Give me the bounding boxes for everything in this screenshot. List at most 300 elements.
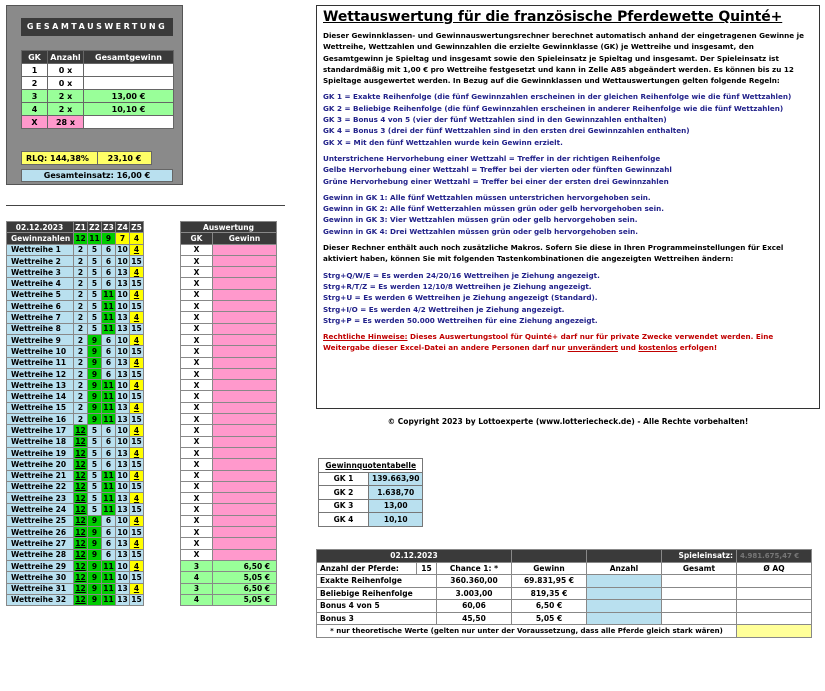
wettzahl[interactable]: 6: [102, 346, 116, 357]
gk-cell: 3: [181, 560, 213, 571]
wettzahl[interactable]: 12: [75, 505, 86, 515]
wettzahl[interactable]: 11: [103, 313, 114, 323]
win-rule: Gewinn in GK 1: Alle fünf Wettzahlen müssen unterstrichen hervorgehoben sein.: [323, 192, 651, 202]
win-rule: Gewinn in GK 3: Vier Wettzahlen müssen grün oder gelb hervorgehoben sein.: [323, 215, 638, 225]
gk-cell: X: [181, 334, 213, 345]
gewinn-cell: [213, 470, 277, 481]
wettzahl[interactable]: 4: [130, 267, 144, 278]
quote-value[interactable]: 1.638,70: [369, 486, 423, 500]
wettzahl[interactable]: 2: [74, 334, 88, 345]
summary-header-gk: GK: [22, 51, 48, 64]
wettzahl[interactable]: 4: [130, 447, 144, 458]
gk-cell: 3: [181, 583, 213, 594]
wettzahl[interactable]: 15: [131, 256, 142, 266]
gewinn-cell: [213, 459, 277, 470]
wettzahl[interactable]: 2: [74, 255, 88, 266]
table-row: [7, 527, 277, 538]
wettzahl[interactable]: 5: [88, 447, 102, 458]
wettzahl[interactable]: 15: [131, 505, 142, 515]
wettzahl[interactable]: 2: [74, 346, 88, 357]
wettzahl[interactable]: 2: [74, 278, 88, 289]
table-row: [7, 504, 277, 515]
wettzahl[interactable]: 4: [130, 425, 144, 436]
wettzahl[interactable]: 2: [74, 380, 88, 391]
wettzahl[interactable]: 11: [103, 505, 114, 515]
wettzahl[interactable]: 10: [117, 527, 128, 537]
summary-title: GESAMTAUSWERTUNG: [21, 18, 173, 36]
wettzahl[interactable]: 2: [74, 402, 88, 413]
gewinn-cell: [213, 515, 277, 526]
gewinn-cell: [213, 278, 277, 289]
wettzahl[interactable]: 2: [74, 414, 88, 425]
wettzahl[interactable]: 13: [117, 414, 128, 424]
wettreihe-label: Wettreihe 32: [7, 594, 74, 605]
wettzahl[interactable]: 10: [117, 380, 128, 390]
wettzahl[interactable]: 13: [117, 459, 128, 469]
wettzahl[interactable]: 10: [117, 437, 128, 447]
gk-cell: X: [181, 346, 213, 357]
wettzahl[interactable]: 9: [88, 549, 102, 560]
table-row: [7, 481, 277, 492]
quote-value[interactable]: 139.663,90: [369, 472, 423, 486]
wettzahl[interactable]: 5: [88, 425, 102, 436]
chance-value: 60,06: [437, 600, 512, 613]
aq-header: Ø AQ: [737, 562, 812, 575]
gewinnzahl: 11: [89, 233, 100, 243]
wettreihe-label: Wettreihe 15: [7, 402, 74, 413]
wettreihe-label: Wettreihe 16: [7, 414, 74, 425]
wettreihe-label: Wettreihe 31: [7, 583, 74, 594]
wettreihe-label: Wettreihe 9: [7, 334, 74, 345]
wettzahl[interactable]: 11: [103, 403, 114, 413]
wettzahl[interactable]: 9: [88, 368, 102, 379]
quote-gk: GK 2: [319, 486, 369, 500]
wettzahl[interactable]: 2: [74, 357, 88, 368]
quote-gk: GK 1: [319, 472, 369, 486]
gk-rule: GK X = Mit den fünf Wettzahlen wurde kein Gewinn erzielt.: [323, 137, 563, 147]
wettzahl[interactable]: 9: [88, 402, 102, 413]
summary-gk: 4: [22, 103, 48, 116]
wettzahl[interactable]: 13: [117, 538, 128, 548]
wettzahl[interactable]: 2: [74, 301, 88, 312]
wettzahl[interactable]: 2: [74, 267, 88, 278]
wettzahl[interactable]: 5: [88, 493, 102, 504]
wettzahl[interactable]: 6: [102, 255, 116, 266]
wettreihe-label: Wettreihe 18: [7, 436, 74, 447]
wettreihe-label: Wettreihe 21: [7, 470, 74, 481]
wettzahl[interactable]: 15: [131, 482, 142, 492]
gk-cell: X: [181, 447, 213, 458]
wettzahl[interactable]: 10: [117, 482, 128, 492]
macro-line: Strg+I/O = Es werden 4/2 Wettreihen je Ziehung angezeigt.: [323, 304, 565, 314]
wettzahl[interactable]: 5: [88, 504, 102, 515]
summary-gewinn: [84, 116, 174, 129]
wettreihe-label: Wettreihe 29: [7, 560, 74, 571]
rlq-label: RLQ: 144,38%: [22, 152, 98, 165]
wettzahl[interactable]: 11: [103, 493, 114, 503]
chance-anzahl[interactable]: [587, 575, 662, 588]
quoten-title: Gewinnquotentabelle: [319, 459, 423, 473]
wettzahl[interactable]: 10: [117, 245, 128, 255]
gk-cell: X: [181, 470, 213, 481]
table-row: [7, 301, 277, 312]
gewinn-cell: [213, 538, 277, 549]
table-row: [7, 255, 277, 266]
copyright: © Copyright 2023 by Lottoexperte (www.lotteriecheck.de) - Alle Rechte vorbehalten!: [387, 417, 749, 426]
table-row: [7, 346, 277, 357]
chance-anzahl[interactable]: [587, 600, 662, 613]
wettreihe-label: Wettreihe 14: [7, 391, 74, 402]
wettzahl[interactable]: 13: [117, 267, 128, 277]
wettzahl[interactable]: 5: [88, 301, 102, 312]
gewinn-cell: [213, 244, 277, 255]
summary-panel: [6, 5, 183, 185]
gewinn-cell: [213, 380, 277, 391]
wettzahl[interactable]: 11: [103, 561, 114, 571]
gesamt-header: Gesamt: [662, 562, 737, 575]
wettzahl[interactable]: 5: [88, 312, 102, 323]
gesamteinsatz: Gesamteinsatz: 16,00 €: [21, 169, 173, 182]
wettzahl[interactable]: 4: [130, 493, 144, 504]
wettzahl[interactable]: 6: [102, 538, 116, 549]
auswertung-header: Auswertung: [181, 222, 277, 233]
wettzahl[interactable]: 12: [75, 572, 86, 582]
wettzahl[interactable]: 9: [88, 583, 102, 594]
wettzahl[interactable]: 9: [88, 346, 102, 357]
table-row: [7, 436, 277, 447]
wettzahl[interactable]: 15: [131, 459, 142, 469]
wettzahl[interactable]: 4: [130, 538, 144, 549]
gk-cell: X: [181, 538, 213, 549]
gewinn-cell: [213, 527, 277, 538]
wettzahl[interactable]: 15: [131, 301, 142, 311]
wettzahl[interactable]: 15: [131, 392, 142, 402]
gk-cell: X: [181, 289, 213, 300]
wettzahl[interactable]: 6: [102, 459, 116, 470]
wettzahl[interactable]: 12: [75, 584, 86, 594]
wettreihe-label: Wettreihe 27: [7, 538, 74, 549]
wettzahl[interactable]: 9: [88, 334, 102, 345]
wettzahl[interactable]: 13: [117, 324, 128, 334]
wettzahl[interactable]: 4: [130, 470, 144, 481]
wettzahl[interactable]: 6: [102, 447, 116, 458]
pferde-label: Anzahl der Pferde:: [317, 562, 417, 575]
wettzahl[interactable]: 15: [131, 414, 142, 424]
wettzahl[interactable]: 13: [117, 313, 128, 323]
chance-anzahl[interactable]: [587, 612, 662, 625]
wettzahl[interactable]: 11: [103, 414, 114, 424]
wettzahl[interactable]: 15: [131, 369, 142, 379]
chance-label: Bonus 4 von 5: [317, 600, 437, 613]
wettzahl[interactable]: 11: [103, 324, 114, 334]
wettzahl[interactable]: 5: [88, 267, 102, 278]
wettreihe-label: Wettreihe 28: [7, 549, 74, 560]
gk-cell: X: [181, 368, 213, 379]
gk-cell: X: [181, 504, 213, 515]
wettreihe-label: Wettreihe 13: [7, 380, 74, 391]
wettzahl[interactable]: 2: [74, 289, 88, 300]
summary-anzahl: 2 x: [48, 90, 84, 103]
wettzahl[interactable]: 9: [88, 538, 102, 549]
gewinn-cell: 6,50 €: [213, 560, 277, 571]
gk-cell: X: [181, 301, 213, 312]
table-row: [7, 414, 277, 425]
macro-line: Strg+R/T/Z = Es werden 12/10/8 Wettreihen je Ziehung angezeigt.: [323, 281, 592, 291]
gk-cell: X: [181, 515, 213, 526]
summary-gk: 3: [22, 90, 48, 103]
wettzahl[interactable]: 12: [75, 471, 86, 481]
wettzahl[interactable]: 11: [103, 301, 114, 311]
wettzahl[interactable]: 12: [75, 550, 86, 560]
wettzahl[interactable]: 11: [103, 290, 114, 300]
wettzahl[interactable]: 6: [102, 278, 116, 289]
wettzahl[interactable]: 5: [88, 323, 102, 334]
summary-gk: X: [22, 116, 48, 129]
table-row: [7, 357, 277, 368]
wettzahl[interactable]: 12: [75, 482, 86, 492]
wettzahl[interactable]: 15: [131, 279, 142, 289]
wettzahl[interactable]: 9: [88, 594, 102, 605]
wettzahl[interactable]: 13: [117, 584, 128, 594]
gk-cell: X: [181, 459, 213, 470]
wettzahl[interactable]: 10: [117, 516, 128, 526]
gewinn-cell: [213, 334, 277, 345]
table-row: [7, 312, 277, 323]
wettzahl[interactable]: 11: [103, 380, 114, 390]
gk-cell: X: [181, 436, 213, 447]
wettzahl[interactable]: 10: [117, 346, 128, 356]
wettzahl[interactable]: 9: [88, 515, 102, 526]
table-row: [7, 380, 277, 391]
wettzahl[interactable]: 9: [88, 560, 102, 571]
wettzahl[interactable]: 11: [103, 572, 114, 582]
gk-rule: GK 1 = Exakte Reihenfolge (die fünf Gewinnzahlen erscheinen in der gleichen Reihenfolge wie die fünf Wettzahlen): [323, 92, 792, 102]
wettzahl[interactable]: 6: [102, 527, 116, 538]
wettzahl[interactable]: 12: [75, 448, 86, 458]
wettzahl[interactable]: 15: [131, 324, 142, 334]
chance-anzahl[interactable]: [587, 587, 662, 600]
gk-cell: X: [181, 278, 213, 289]
info-intro: Dieser Gewinnklassen- und Gewinnauswertungsrechner berechnet automatisch anhand der eingetragenen Gewinne je Wettreihe, Wettzahlen und Gewinnzahlen die erzielte Gewinnklasse (GK) je Wettreihe und insgesamt, den Gesamtgewinn je Spieltag und insgesamt sowie den Spieleinsatz je Spieltag und insgesamt. Der Spieleinsatz ist standardmäßig mit 1,00 € pro Wettreihe festgesetzt und kann in Zelle A85 abgeändert werden. Es können bis zu 12 Spieltage ausgewertet werden. In Bezug auf die Gewinnklassen und Wettauswertungen gelten folgende Regeln:: [323, 31, 804, 86]
wettzahl[interactable]: 11: [103, 584, 114, 594]
pferde-value[interactable]: 15: [417, 562, 437, 575]
gewinn-cell: [213, 346, 277, 357]
gk-rule: GK 3 = Bonus 4 von 5 (vier der fünf Wettzahlen sind in den Gewinnzahlen enthalten): [323, 115, 667, 125]
macro-line: Strg+P = Es werden 50.000 Wettreihen für eine Ziehung angezeigt.: [323, 315, 598, 325]
wettzahl[interactable]: 5: [88, 481, 102, 492]
wettreihe-label: Wettreihe 6: [7, 301, 74, 312]
wettzahl[interactable]: 4: [130, 560, 144, 571]
wettzahl[interactable]: 10: [117, 256, 128, 266]
wettreihe-label: Wettreihe 10: [7, 346, 74, 357]
wettzahl[interactable]: 9: [88, 380, 102, 391]
wettzahl[interactable]: 12: [75, 595, 86, 605]
wettzahl[interactable]: 4: [130, 583, 144, 594]
wettzahl[interactable]: 6: [102, 368, 116, 379]
quote-gk: GK 3: [319, 499, 369, 513]
wettzahl[interactable]: 5: [88, 470, 102, 481]
gk-cell: X: [181, 380, 213, 391]
wettzahl[interactable]: 5: [88, 289, 102, 300]
table-row: [7, 594, 277, 605]
wettzahl[interactable]: 15: [131, 595, 142, 605]
wettzahl[interactable]: 12: [75, 437, 86, 447]
summary-gewinn: [84, 64, 174, 77]
wettzahl[interactable]: 10: [117, 290, 128, 300]
wettzahl[interactable]: 5: [88, 244, 102, 255]
wettzahl[interactable]: 15: [131, 527, 142, 537]
wettzahl[interactable]: 2: [74, 312, 88, 323]
table-row: [7, 572, 277, 583]
table-row: [7, 447, 277, 458]
summary-anzahl: 2 x: [48, 103, 84, 116]
wettzahl[interactable]: 5: [88, 255, 102, 266]
summary-gk: 1: [22, 64, 48, 77]
wettzahl[interactable]: 12: [75, 516, 86, 526]
wettzahl[interactable]: 13: [117, 505, 128, 515]
legal-notice: Rechtliche Hinweise: Dieses Auswertungstool für Quinté+ darf nur für private Zwecke verwendet werden. Eine Weitergabe dieser Excel-Datei an andere Personen darf nur unverändert und kostenlos erfolgen!: [323, 332, 774, 353]
wettzahl[interactable]: 10: [117, 425, 128, 435]
wettzahl[interactable]: 10: [117, 301, 128, 311]
wettzahl[interactable]: 15: [131, 346, 142, 356]
quote-value[interactable]: 10,10: [369, 513, 423, 527]
wettzahl[interactable]: 6: [102, 436, 116, 447]
wettzahl[interactable]: 12: [75, 538, 86, 548]
wettzahl[interactable]: 4: [130, 357, 144, 368]
wettzahl[interactable]: 15: [131, 550, 142, 560]
wettzahl[interactable]: 12: [75, 493, 86, 503]
wettzahl[interactable]: 6: [102, 425, 116, 436]
divider: [6, 205, 285, 206]
wettzahl[interactable]: 5: [88, 459, 102, 470]
wettzahl[interactable]: 11: [103, 595, 114, 605]
gk-rule: GK 2 = Beliebige Reihenfolge (die fünf Gewinnzahlen erscheinen in anderer Reihenfolge wie die fünf Wettzahlen): [323, 103, 784, 113]
gewinn-cell: 6,50 €: [213, 583, 277, 594]
wettzahl[interactable]: 11: [103, 482, 114, 492]
wettzahl[interactable]: 6: [102, 357, 116, 368]
table-row: [7, 278, 277, 289]
chance-label: Beliebige Reihenfolge: [317, 587, 437, 600]
wettzahl[interactable]: 4: [130, 380, 144, 391]
wettzahl[interactable]: 2: [74, 244, 88, 255]
wettzahl[interactable]: 15: [131, 437, 142, 447]
wettreihe-label: Wettreihe 23: [7, 493, 74, 504]
table-row: [7, 538, 277, 549]
gk-cell: 4: [181, 572, 213, 583]
wettreihe-label: Wettreihe 17: [7, 425, 74, 436]
table-row: [7, 459, 277, 470]
wettzahl[interactable]: 2: [74, 391, 88, 402]
chance-gewinn: 5,05 €: [512, 612, 587, 625]
wettzahl[interactable]: 10: [117, 335, 128, 345]
wettzahl[interactable]: 11: [103, 471, 114, 481]
wettzahl[interactable]: 6: [102, 267, 116, 278]
wettzahl[interactable]: 13: [117, 369, 128, 379]
wettzahl[interactable]: 6: [102, 244, 116, 255]
wettreihe-label: Wettreihe 11: [7, 357, 74, 368]
wettzahl[interactable]: 13: [117, 595, 128, 605]
gewinn-cell: 5,05 €: [213, 594, 277, 605]
rlq-value: 23,10 €: [98, 152, 152, 165]
spieleinsatz-value: 4.981.675,47 €: [737, 550, 812, 563]
wettzahl[interactable]: 12: [75, 459, 86, 469]
wettzahl[interactable]: 13: [117, 493, 128, 503]
wettzahl[interactable]: 4: [130, 312, 144, 323]
wettzahl[interactable]: 12: [75, 561, 86, 571]
wettzahl[interactable]: 4: [130, 289, 144, 300]
wettzahl[interactable]: 10: [117, 572, 128, 582]
wettzahl[interactable]: 6: [102, 549, 116, 560]
table-row: [7, 583, 277, 594]
macro-line: Strg+Q/W/E = Es werden 24/20/16 Wettreihen je Ziehung angezeigt.: [323, 270, 600, 280]
wettzahl[interactable]: 2: [74, 323, 88, 334]
gk-rule: GK 4 = Bonus 3 (drei der fünf Wettzahlen sind in den ersten drei Gewinnzahlen enthalten): [323, 126, 690, 136]
gk-cell: X: [181, 527, 213, 538]
gewinnzahl: 12: [75, 233, 86, 243]
gewinnzahl: 4: [130, 233, 144, 244]
wettzahl[interactable]: 12: [75, 425, 86, 435]
wettzahl[interactable]: 13: [117, 358, 128, 368]
quote-value[interactable]: 13,00: [369, 499, 423, 513]
wettzahl[interactable]: 4: [130, 402, 144, 413]
spieleinsatz-label: Spieleinsatz:: [662, 550, 737, 563]
wettzahl[interactable]: 9: [88, 572, 102, 583]
wettzahl[interactable]: 13: [117, 550, 128, 560]
gewinn-cell: [213, 368, 277, 379]
gewinn-header: Gewinn: [512, 562, 587, 575]
wettzahl[interactable]: 15: [131, 572, 142, 582]
summary-table: [21, 50, 174, 129]
wettzahl[interactable]: 4: [130, 515, 144, 526]
wettzahl[interactable]: 9: [88, 391, 102, 402]
wettreihe-label: Wettreihe 25: [7, 515, 74, 526]
gk-cell: X: [181, 323, 213, 334]
wettzahl[interactable]: 5: [88, 436, 102, 447]
wettzahl[interactable]: 12: [75, 527, 86, 537]
table-row: [7, 493, 277, 504]
wettzahl[interactable]: 9: [88, 414, 102, 425]
wettzahl[interactable]: 6: [102, 515, 116, 526]
wettreihe-label: Wettreihe 8: [7, 323, 74, 334]
wettzahl[interactable]: 2: [74, 368, 88, 379]
wettzahl[interactable]: 13: [117, 403, 128, 413]
gewinn-cell: [213, 289, 277, 300]
wettzahl[interactable]: 13: [117, 448, 128, 458]
wettzahl[interactable]: 5: [88, 278, 102, 289]
wettzahl[interactable]: 10: [117, 392, 128, 402]
wettzahl[interactable]: 9: [88, 527, 102, 538]
wettzahl[interactable]: 4: [130, 244, 144, 255]
wettreihe-label: Wettreihe 30: [7, 572, 74, 583]
wettzahl[interactable]: 6: [102, 334, 116, 345]
chance-gewinn: 819,35 €: [512, 587, 587, 600]
chance-value: 360.360,00: [437, 575, 512, 588]
wettzahl[interactable]: 13: [117, 279, 128, 289]
table-row: [7, 560, 277, 571]
wettzahl[interactable]: 10: [117, 561, 128, 571]
summary-gewinn: 10,10 €: [84, 103, 174, 116]
highlight-rule: Gelbe Hervorhebung einer Wettzahl = Treffer bei der vierten oder fünften Gewinnzahl: [323, 165, 672, 175]
wettzahl[interactable]: 11: [103, 392, 114, 402]
gk-cell: X: [181, 549, 213, 560]
wettzahl[interactable]: 4: [130, 334, 144, 345]
wettreihen-table: [6, 221, 277, 606]
chance-header: Chance 1: *: [437, 562, 512, 575]
wettzahl[interactable]: 10: [117, 471, 128, 481]
wettzahl[interactable]: 9: [88, 357, 102, 368]
info-title: Wettauswertung für die französische Pferdewette Quinté+: [323, 9, 783, 25]
chance-footnote: * nur theoretische Werte (gelten nur unter der Voraussetzung, dass alle Pferde gleich stark wären): [317, 625, 737, 638]
